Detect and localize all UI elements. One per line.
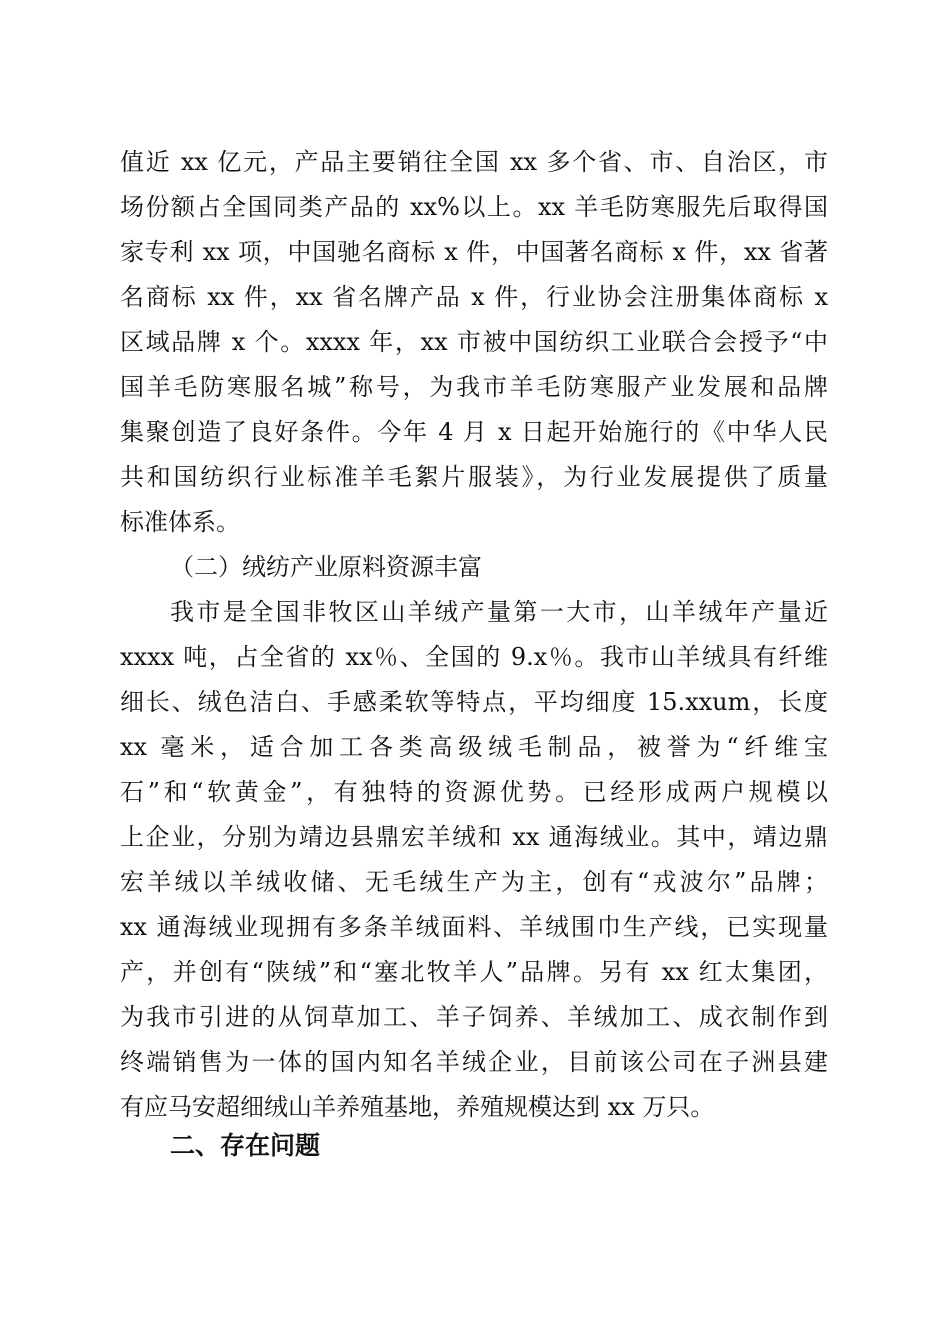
text-line: 有应马安超细绒山羊养殖基地，养殖规模达到 xx 万只。: [120, 1093, 715, 1121]
text-line: 标准体系。: [120, 508, 240, 536]
text-line: 产，并创有“陕绒”和“塞北牧羊人”品牌。另有 xx 红太集团，: [120, 958, 828, 986]
text-line: 场份额占全国同类产品的 xx%以上。xx 羊毛防寒服先后取得国: [120, 193, 828, 221]
text-line: 国羊毛防寒服名城”称号，为我市羊毛防寒服产业发展和品牌: [120, 373, 828, 401]
text-line: xx 毫米，适合加工各类高级绒毛制品，被誉为“纤维宝: [120, 733, 828, 761]
subheading-text: （二）绒纺产业原料资源丰富: [170, 553, 482, 581]
text-line: 宏羊绒以羊绒收储、无毛绒生产为主，创有“戎波尔”品牌；: [120, 868, 828, 896]
text-line: 共和国纺织行业标准羊毛絮片服装》，为行业发展提供了质量: [120, 463, 828, 491]
text-line: 值近 xx 亿元，产品主要销往全国 xx 多个省、市、自治区，市: [120, 148, 828, 176]
text-line: 终端销售为一体的国内知名羊绒企业，目前该公司在子洲县建: [120, 1048, 828, 1076]
text-line: 细长、绒色洁白、手感柔软等特点，平均细度 15.xxum，长度: [120, 688, 828, 716]
text-line: 我市是全国非牧区山羊绒产量第一大市，山羊绒年产量近: [170, 598, 828, 626]
subheading-raw-materials: [120, 545, 828, 590]
text-line: 上企业，分别为靖边县鼎宏羊绒和 xx 通海绒业。其中，靖边鼎: [120, 823, 828, 851]
text-line: 集聚创造了良好条件。今年 4 月 x 日起开始施行的《中华人民: [120, 418, 828, 446]
text-line: 名商标 xx 件，xx 省名牌产品 x 件，行业协会注册集体商标 x: [120, 283, 828, 311]
text-line: 区域品牌 x 个。xxxx 年，xx 市被中国纺织工业联合会授予“中: [120, 328, 828, 356]
text-line: 石”和“软黄金”，有独特的资源优势。已经形成两户规模以: [120, 778, 828, 806]
paragraph-cashmere-resources: [120, 590, 828, 1130]
text-line: 为我市引进的从饲草加工、羊子饲养、羊绒加工、成衣制作到: [120, 1003, 828, 1031]
section-heading-text: 二、存在问题: [170, 1131, 321, 1160]
document-body: [120, 140, 828, 1168]
paragraph-brand-achievements: [120, 140, 828, 545]
text-line: xx 通海绒业现拥有多条羊绒面料、羊绒围巾生产线，已实现量: [120, 913, 828, 941]
text-line: 家专利 xx 项，中国驰名商标 x 件，中国著名商标 x 件，xx 省著: [120, 238, 828, 266]
text-line: xxxx 吨，占全省的 xx％、全国的 9.x％。我市山羊绒具有纤维: [120, 643, 828, 671]
